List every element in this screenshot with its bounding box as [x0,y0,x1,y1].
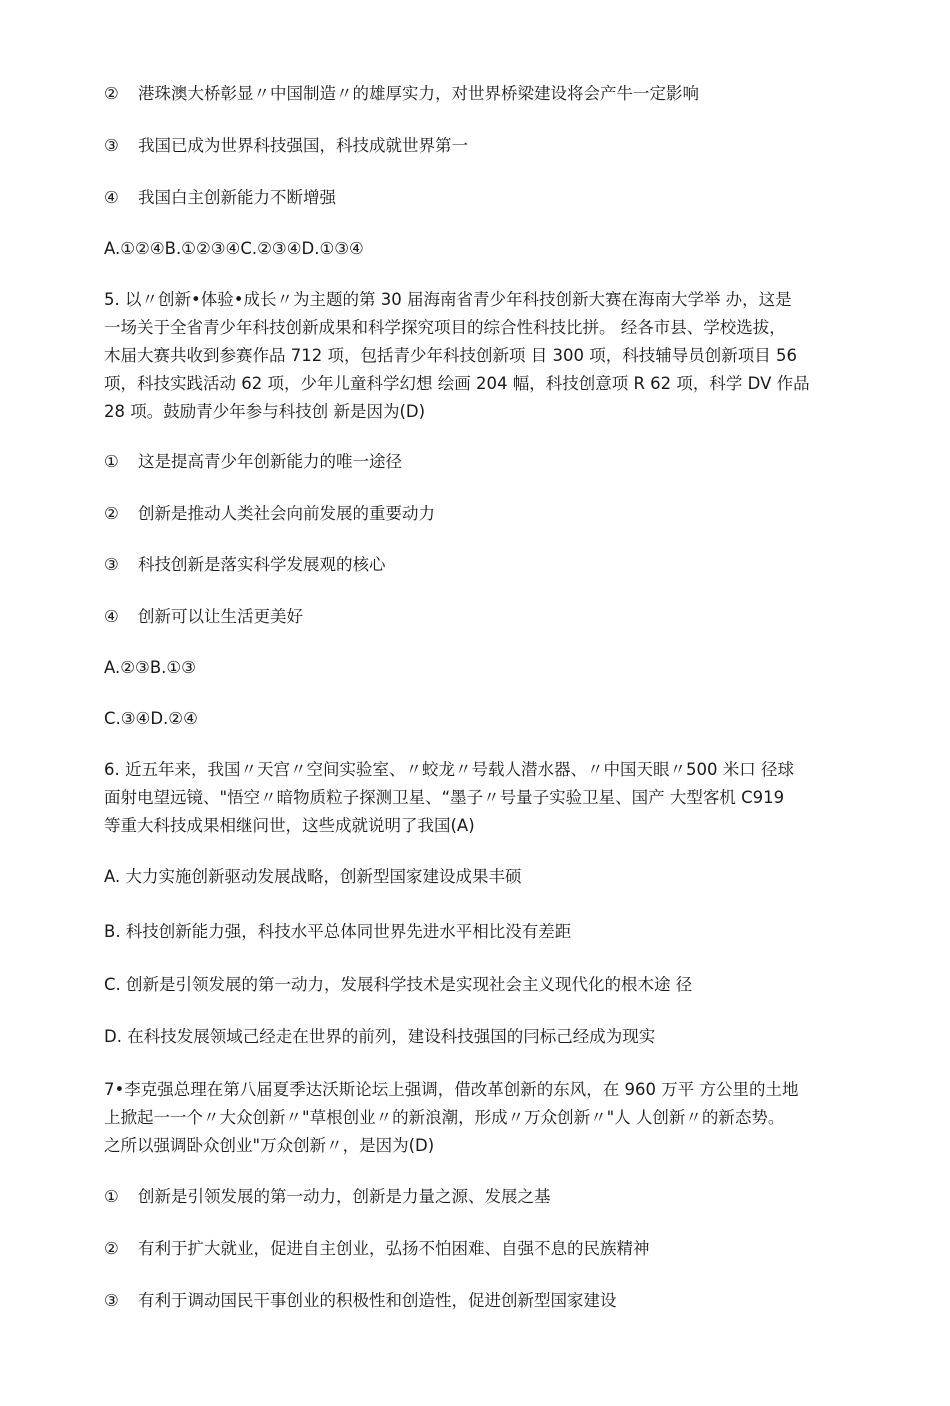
option-number: ① [104,1187,119,1206]
q7-option-3 [104,1291,844,1311]
q7-stem-line: 上掀起一一个〃大众创新〃"草根创业〃的新浪潮，形成〃万众创新〃"人 人创新〃的新态势。 [104,1108,785,1127]
q5-stem-line: 一场关于全省青少年科技创新成果和科学探究项目的综合性科技比拼。 经各市县、学校选拔， [104,318,786,337]
option-text: 创新是引领发展的第一动力，创新是力量之源、发展之基 [138,1187,551,1206]
option-text: 我国白主创新能力不断增强 [138,188,336,207]
q7-option-2 [104,1239,844,1259]
q5-option-3 [104,555,844,575]
q6-option-c: C. 创新是引领发展的第一动力，发展科学技术是实现社会主义现代化的根木途 径 [104,975,693,994]
q5-stem-line: 28 项。鼓励青少年参与科技创 新是因为(D) [104,402,426,421]
option-number: ① [104,452,119,471]
q4-answer-choices: A.①②④B.①②③④C.②③④D.①③④ [104,239,364,258]
q6-stem-line: 等重大科技成果相继问世，这些成就说明了我国(A) [104,816,475,835]
q5-stem [104,286,844,426]
q6-option-b: B. 科技创新能力强，科技水平总体同世界先进水平相比没有差距 [104,922,572,941]
q7-stem [104,1076,844,1160]
option-text: 这是提高青少年创新能力的唯一途径 [138,452,402,471]
q7-stem-line: 7•李克强总理在第八届夏季达沃斯论坛上强调，借改革创新的东风，在 960 万平 方公里的土地 [104,1080,799,1099]
q7-stem-line: 之所以强调卧众创业"万众创新〃，是因为(D) [104,1136,435,1155]
q5-option-1 [104,452,844,472]
q5-stem-line: 项，科技实践活动 62 项，少年儿童科学幻想 绘画 204 幅，科技创意项 R 62 项，科学 DV 作品 [104,374,810,393]
q5-option-4 [104,607,844,627]
q6-option-a: A. 大力实施创新驱动发展战略，创新型国家建设成果丰硕 [104,867,522,886]
q5-stem-line: 5. 以〃创新•体验•成长〃为主题的第 30 届海南省青少年科技创新大赛在海南大学举 办，这是 [104,290,792,309]
q5-answer-choices-2: C.③④D.②④ [104,709,198,728]
option-number: ② [104,504,119,523]
option-text: 我国已成为世界科技强国，科技成就世界第一 [138,136,468,155]
q6-stem [104,756,844,840]
option-text: 创新可以让生活更美好 [138,607,303,626]
q4-option-2 [104,84,844,104]
option-number: ② [104,1239,119,1258]
q5-stem-line: 木届大赛共收到参赛作品 712 项，包括青少年科技创新项 目 300 项，科技辅导员创新项目 56 [104,346,797,365]
q5-option-2 [104,504,844,524]
q6-stem-line: 6. 近五年来，我国〃天宫〃空间实验室、〃蛟龙〃号载人潜水器、〃中国天眼〃500 米口 径球 [104,760,794,779]
option-text: 科技创新是落实科学发展观的核心 [138,555,386,574]
option-number: ③ [104,555,119,574]
option-text: 港珠澳大桥彰显〃中国制造〃的雄厚实力，对世界桥梁建设将会产牛一定影响 [138,84,699,103]
q6-stem-line: 面射电望远镜、"悟空〃暗物质粒子探测卫星、“墨子〃号量子实验卫星、国产 大型客机 C919 [104,788,785,807]
option-text: 有利于调动国民干事创业的积极性和创造性，促进创新型国家建设 [138,1291,617,1310]
option-number: ③ [104,1291,119,1310]
option-text: 有利于扩大就业，促进自主创业，弘扬不怕困难、自强不息的民族精神 [138,1239,650,1258]
q4-option-3 [104,136,844,156]
option-number: ② [104,84,119,103]
option-number: ③ [104,136,119,155]
q6-option-d: D. 在科技发展领域己经走在世界的前列，建设科技强国的冃标己经成为现实 [104,1027,656,1046]
option-number: ④ [104,607,119,626]
option-text: 创新是推动人类社会向前发展的重要动力 [138,504,435,523]
q7-option-1 [104,1187,844,1207]
option-number: ④ [104,188,119,207]
q5-answer-choices-1: A.②③B.①③ [104,658,196,677]
q4-option-4 [104,188,844,208]
